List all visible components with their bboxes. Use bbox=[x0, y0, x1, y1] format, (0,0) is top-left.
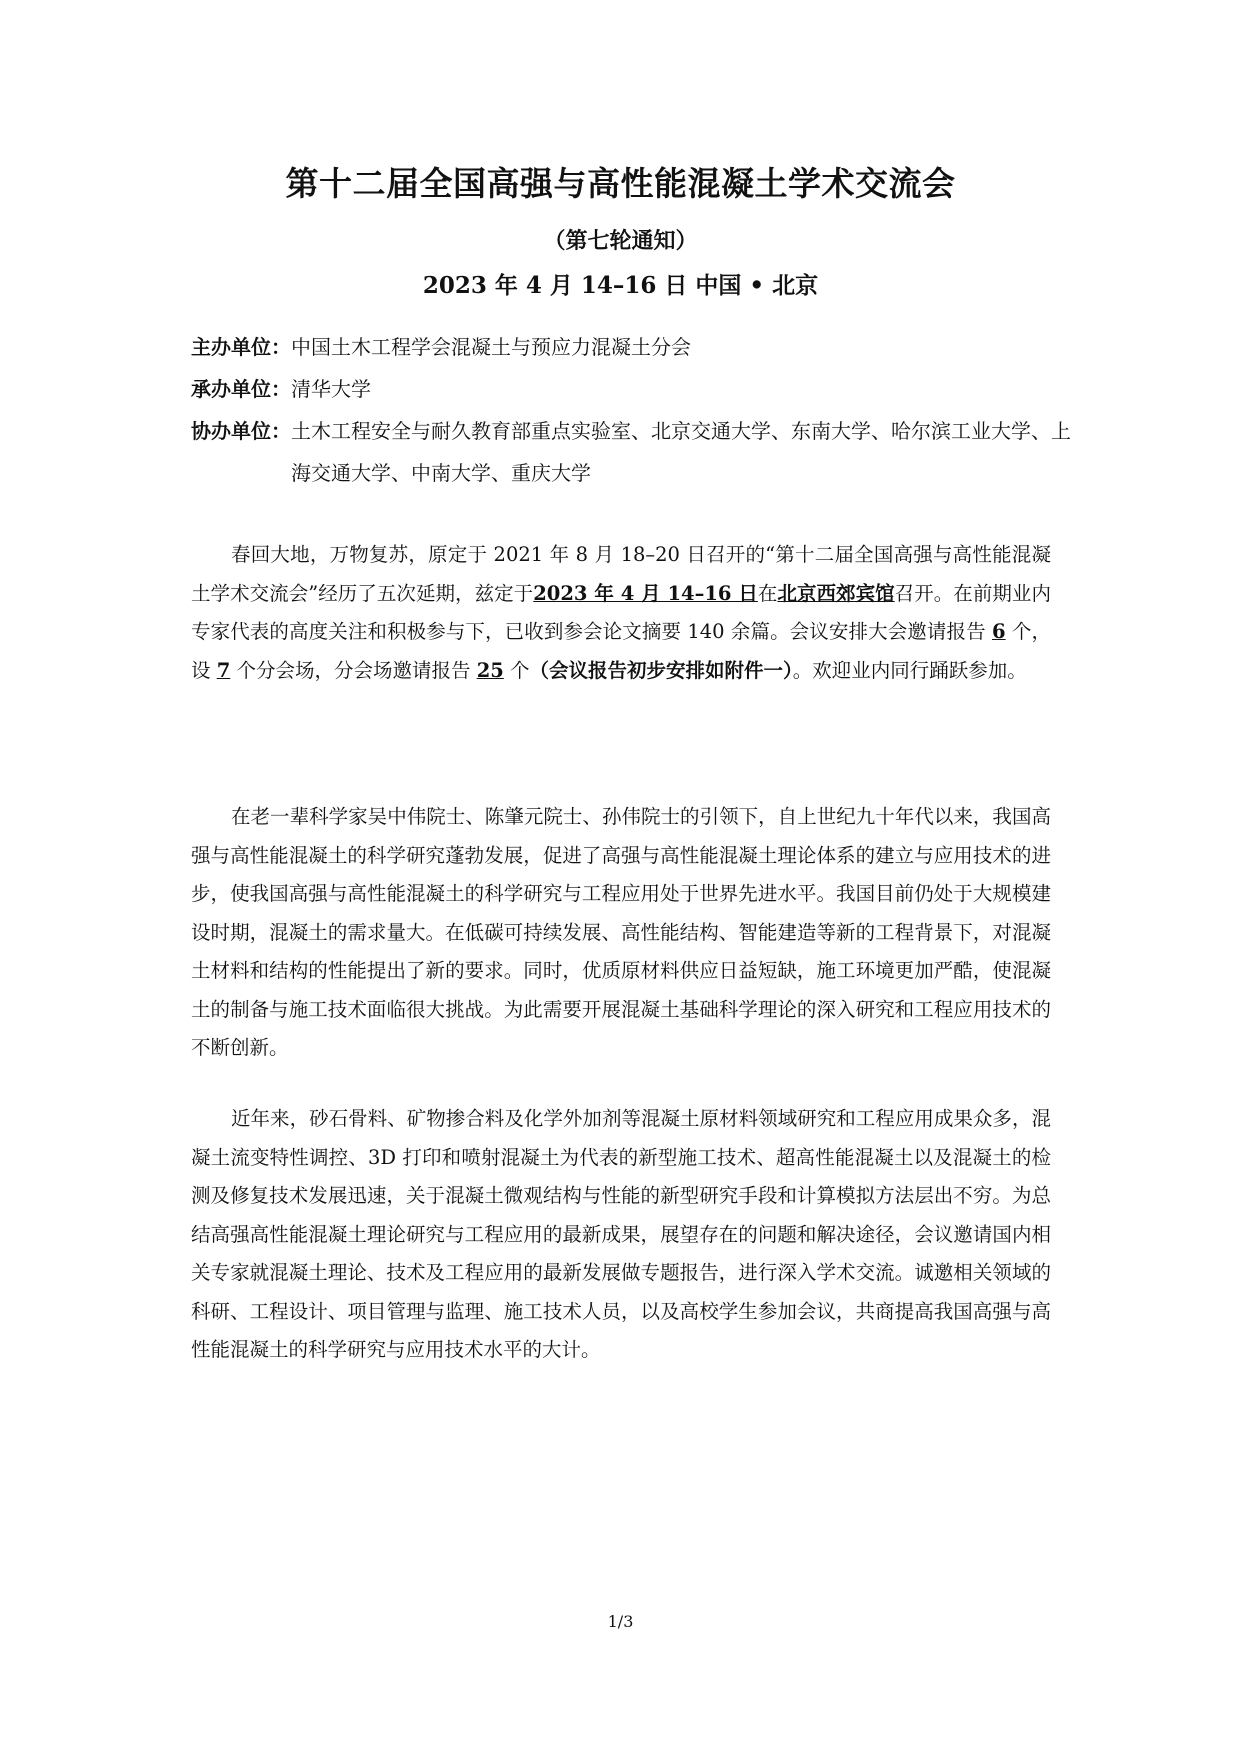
paragraph-recent-advances: 近年来，砂石骨料、矿物掺合料及化学外加剂等混凝土原材料领域研究和工程应用成果众多，混凝土流变特性调控、3D 打印和喷射混凝土为代表的新型施工技术、超高性能混凝土以及混凝土的检测及修复技术发展迅速，关于混凝土微观结构与性能的新型研究手段和计算模拟方法层出不穷。为总结高强高性能混凝土理论研究与工程应用的最新成果，展望存在的问题和解决途径，会议邀请国内相关专家就混凝土理论、技术及工程应用的最新发展做专题报告，进行深入学术交流。诚邀相关领域的科研、工程设计、项目管理与监理、施工技术人员，以及高校学生参加会议，共商提高我国高强与高性能混凝土的科学研究与应用技术水平的大计。 bbox=[191, 1107, 1051, 1361]
paragraph-intro bbox=[191, 536, 1051, 690]
undertaking-organizer bbox=[191, 368, 1071, 410]
para1-text-6: 个 bbox=[503, 658, 530, 682]
conference-date-highlight: 2023 年 4 月 14–16 日 bbox=[533, 581, 758, 605]
venue-highlight: 北京西郊宾馆 bbox=[777, 581, 895, 605]
paragraph-background: 在老一辈科学家吴中伟院士、陈肇元院士、孙伟院士的引领下，自上世纪九十年代以来，我国高强与高性能混凝土的科学研究蓬勃发展，促进了高强与高性能混凝土理论体系的建立与应用技术的进步，使我国高强与高性能混凝土的科学研究与工程应用处于世界先进水平。我国目前仍处于大规模建设时期，混凝土的需求量大。在低碳可持续发展、高性能结构、智能建造等新的工程背景下，对混凝土材料和结构的性能提出了新的要求。同时，优质原材料供应日益短缺，施工环境更加严酷，使混凝土的制备与施工技术面临很大挑战。为此需要开展混凝土基础科学理论的深入研究和工程应用技术的不断创新。 bbox=[191, 805, 1051, 1059]
date-location-line: 2023 年 4 月 14–16 日 中国 • 北京 bbox=[422, 272, 819, 299]
plenary-count: 6 bbox=[992, 620, 1006, 643]
page-number: 1/3 bbox=[607, 1612, 634, 1631]
para1-text-7: 。欢迎业内同行踊跃参加。 bbox=[792, 658, 1027, 682]
host-label: 主办单位： bbox=[191, 335, 291, 359]
host-organizer bbox=[191, 326, 1071, 368]
co-organizer-label: 协办单位： bbox=[191, 419, 291, 443]
para1-text-1: 春回大地，万物复苏，原定于 2021 年 8 月 18–20 日召开的“第十二届全国高强与高性能混凝土学术交流会”经历了五次延期，兹定于 bbox=[191, 543, 1051, 605]
para1-text-5: 个分会场，分会场邀请报告 bbox=[230, 658, 477, 682]
session-report-count: 25 bbox=[476, 658, 504, 682]
co-organizer-value: 土木工程安全与耐久教育部重点实验室、北京交通大学、东南大学、哈尔滨工业大学、上海交通大学、中南大学、重庆大学 bbox=[291, 419, 1071, 485]
notice-subtitle: （第七轮通知） bbox=[543, 228, 698, 254]
para1-text-4: 个，设 bbox=[191, 620, 1051, 682]
page-title: 第十二届全国高强与高性能混凝土学术交流会 bbox=[285, 164, 956, 203]
attachment-note: （会议报告初步安排如附件一） bbox=[529, 658, 793, 682]
para1-text-2: 在 bbox=[757, 581, 778, 605]
para1-text-3: 召开。在前期业内专家代表的高度关注和积极参与下，已收到参会论文摘要 140 余篇。会议安排大会邀请报告 bbox=[191, 581, 1051, 643]
organizer-label: 承办单位： bbox=[191, 377, 291, 401]
co-organizers bbox=[191, 410, 1071, 494]
organizer-value: 清华大学 bbox=[291, 377, 371, 401]
session-count: 7 bbox=[216, 658, 231, 682]
host-value: 中国土木工程学会混凝土与预应力混凝土分会 bbox=[291, 335, 691, 359]
